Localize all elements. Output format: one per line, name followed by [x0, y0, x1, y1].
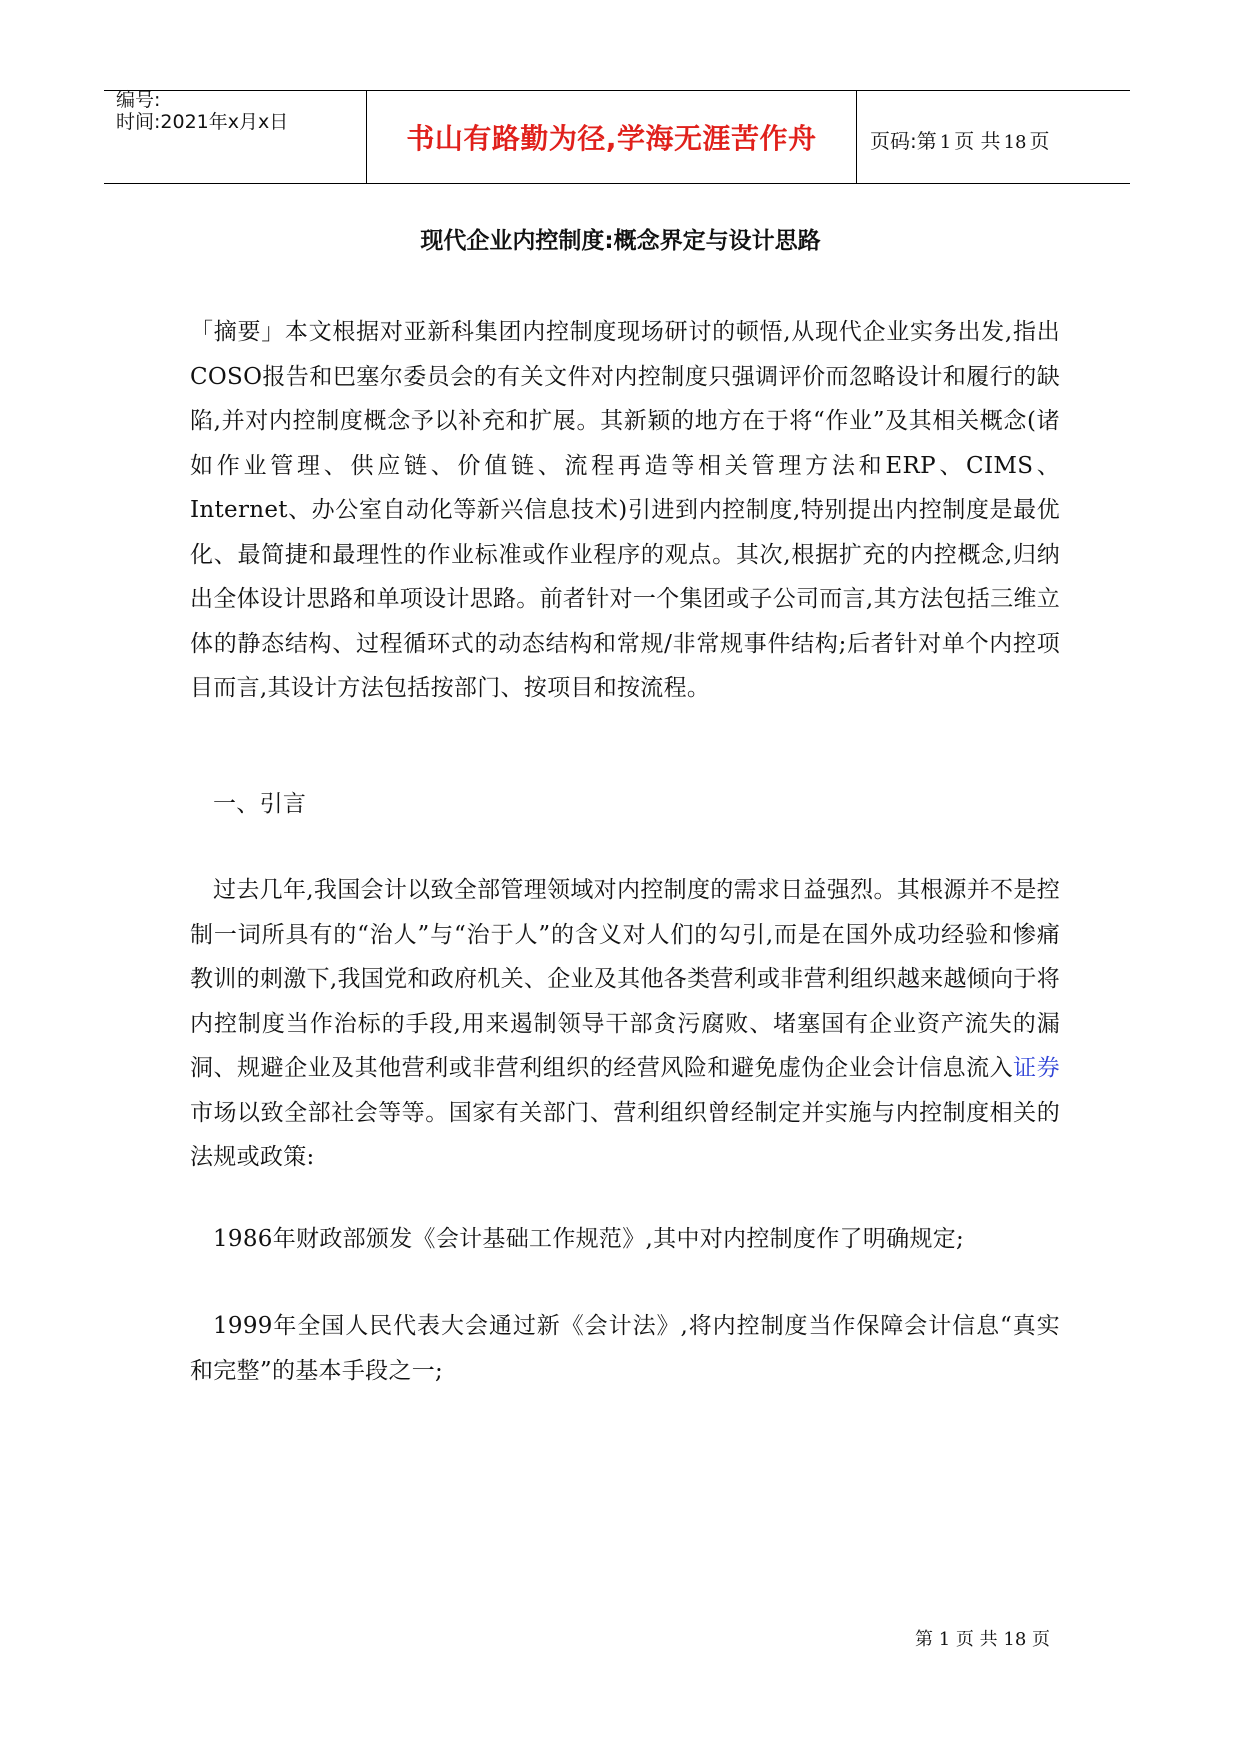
header-page-cell [856, 91, 1130, 183]
securities-link[interactable]: 证券 [1013, 1055, 1060, 1081]
header-page-indicator [870, 125, 1049, 154]
document-number-label: 编号: [116, 89, 161, 111]
section-heading-introduction: 一、引言 [213, 791, 307, 817]
abstract-paragraph: 「摘要」本文根据对亚新科集团内控制度现场研讨的顿悟,从现代企业实务出发,指出COSO报告和巴塞尔委员会的有关文件对内控制度只强调评价而忽略设计和履行的缺陷,并对内控制度概念予以补充和扩展。其新颖的地方在于将“作业”及其相关概念(诸如作业管理、供应链、价值链、流程再造等相关管理方法和ERP、CIMS、Internet、办公室自动化等新兴信息技术)引进到内控制度,特别提出内控制度是最优化、最简捷和最理性的作业标准或作业程序的观点。其次,根据扩充的内控概念,归纳出全体设计思路和单项设计思路。前者针对一个集团或子公司而言,其方法包括三维立体的静态结构、过程循环式的动态结构和常规/非常规事件结构;后者针对单个内控项目而言,其设计方法包括按部门、按项目和按流程。 [190, 319, 1060, 701]
page-total: 18 [1003, 132, 1027, 153]
header-meta [104, 91, 366, 183]
page-mid: 页 共 [954, 129, 1001, 153]
intro-paragraph [190, 868, 1060, 1180]
page-header [104, 90, 1130, 184]
page-prefix: 页码:第 [870, 129, 937, 153]
page-suffix: 页 [1029, 129, 1050, 153]
document-time-label: 时间:2021年x月x日 [116, 111, 289, 133]
document-title: 现代企业内控制度:概念界定与设计思路 [420, 228, 821, 254]
page-current: 1 [939, 132, 952, 153]
regulation-item-1999: 1999年全国人民代表大会通过新《会计法》,将内控制度当作保障会计信息“真实和完整”的基本手段之一; [190, 1313, 1060, 1384]
intro-text-part1: 过去几年,我国会计以致全部管理领域对内控制度的需求日益强烈。其根源并不是控制一词所具有的“治人”与“治于人”的含义对人们的勾引,而是在国外成功经验和惨痛教训的刺激下,我国党和政府机关、企业及其他各类营利或非营利组织越来越倾向于将内控制度当作治标的手段,用来遏制领导干部贪污腐败、堵塞国有企业资产流失的漏洞、规避企业及其他营利或非营利组织的经营风险和避免虚伪企业会计信息流入 [190, 877, 1060, 1081]
header-motto-cell [366, 91, 857, 183]
intro-text-part2: 市场以致全部社会等等。国家有关部门、营利组织曾经制定并实施与内控制度相关的法规或政策: [190, 1099, 1060, 1170]
header-motto: 书山有路勤为径,学海无涯苦作舟 [406, 122, 817, 155]
page-footer: 第 1 页 共 18 页 [915, 1629, 1050, 1650]
regulation-item-1986: 1986年财政部颁发《会计基础工作规范》,其中对内控制度作了明确规定; [213, 1226, 965, 1252]
